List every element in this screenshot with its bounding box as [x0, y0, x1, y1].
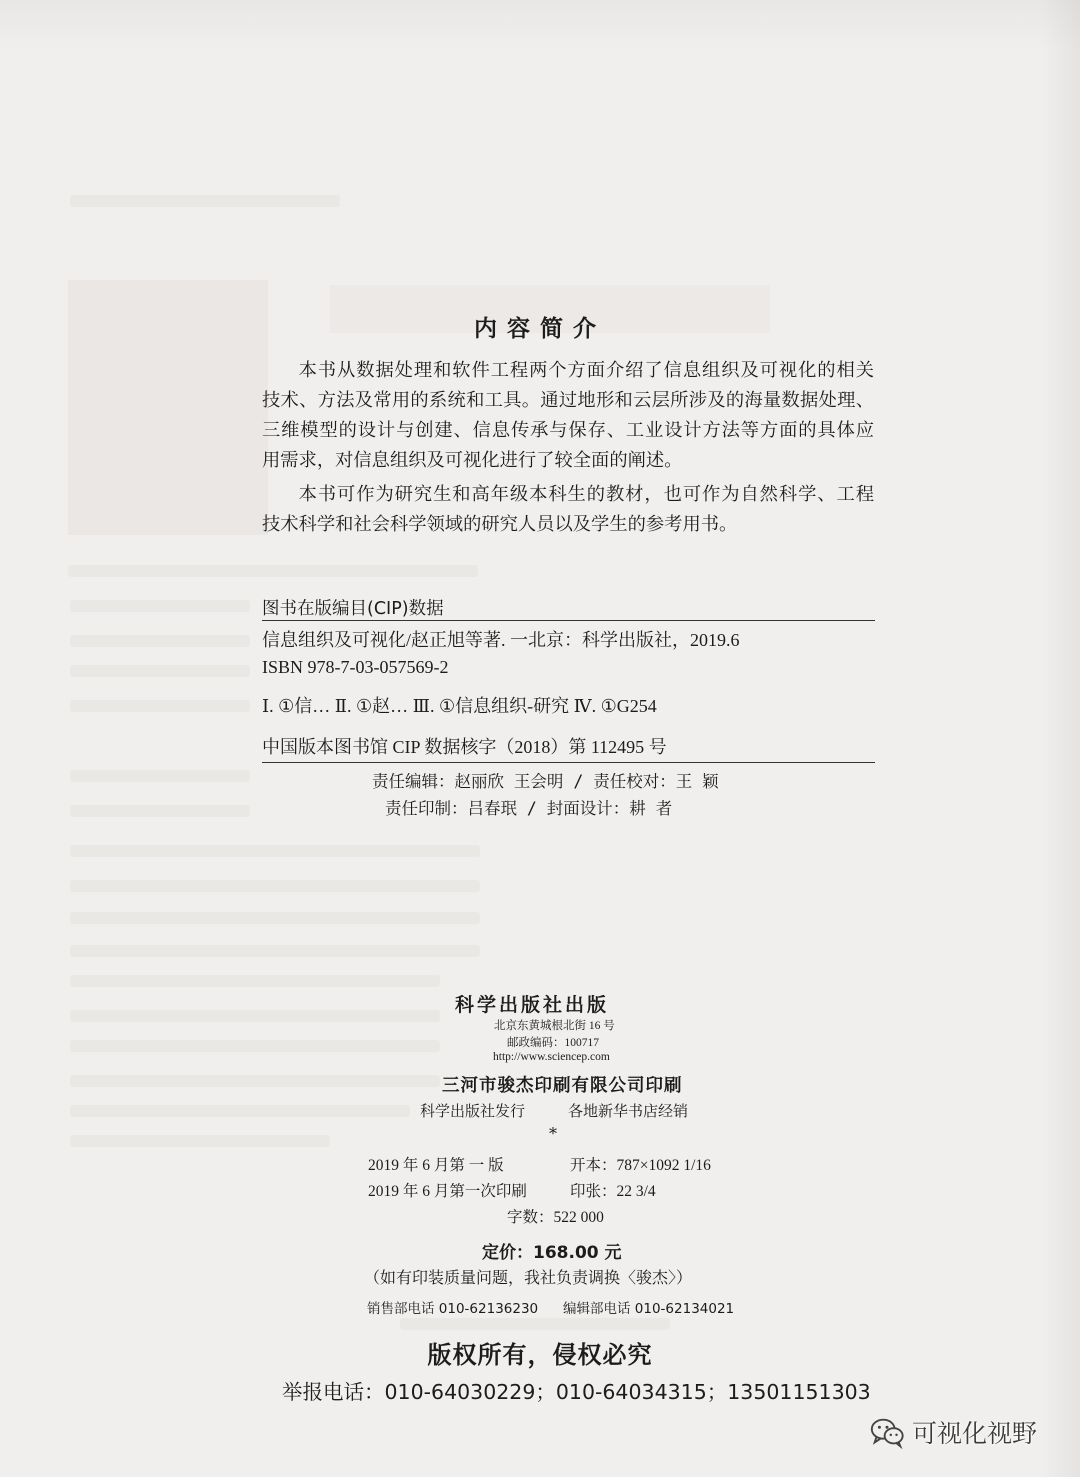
printing: 2019 年 6 月第一次印刷	[368, 1183, 527, 1200]
show-through-text	[70, 880, 480, 892]
cip-title-line: 信息组织及可视化/赵正旭等著. 一北京：科学出版社，2019.6	[262, 630, 740, 650]
scan-shading	[0, 0, 1080, 50]
cip-top-rule	[262, 620, 875, 621]
wechat-icon	[868, 1413, 906, 1451]
report-phones: 举报电话：010-64030229；010-64034315；13501151303	[282, 1380, 871, 1404]
editorial-phone: 编辑部电话 010-62134021	[563, 1301, 735, 1317]
intro-line: 技术科学和社会科学领域的研究人员以及学生的参考用书。	[262, 514, 738, 535]
show-through-text	[68, 565, 478, 577]
show-through-text	[70, 1040, 440, 1052]
sales-phone: 销售部电话 010-62136230	[367, 1301, 539, 1317]
intro-title: 内容简介	[474, 316, 606, 342]
publisher: 科学出版社出版	[455, 994, 610, 1016]
edition: 2019 年 6 月第 一 版	[368, 1157, 504, 1174]
wordcount: 字数：522 000	[507, 1209, 604, 1226]
publisher-address: 北京东黄城根北街 16 号	[494, 1020, 615, 1032]
cip-record-number: 中国版本图书馆 CIP 数据核字（2018）第 112495 号	[262, 737, 667, 757]
intro-line: 用需求，对信息组织及可视化进行了较全面的阐述。	[262, 450, 683, 471]
intro-line: 本书从数据处理和软件工程两个方面介绍了信息组织及可视化的相关	[298, 360, 874, 381]
show-through-text	[70, 805, 250, 817]
retailer: 各地新华书店经销	[568, 1102, 689, 1120]
intro-paragraph-1	[262, 356, 874, 476]
cip-isbn: ISBN 978-7-03-057569-2	[262, 657, 449, 677]
show-through-text	[70, 1075, 440, 1087]
sheets: 印张：22 3/4	[570, 1183, 656, 1200]
intro-line: 三维模型的设计与创建、信息传承与保存、工业设计方法等方面的具体应	[262, 420, 874, 441]
editors-line-1: 责任编辑：赵丽欣 王会明 / 责任校对：王 颖	[372, 772, 719, 791]
price: 定价：168.00 元	[482, 1243, 622, 1263]
show-through-text	[70, 770, 250, 782]
quality-note: （如有印装质量问题，我社负责调换〈骏杰〉）	[364, 1268, 693, 1287]
cip-heading: 图书在版编目(CIP)数据	[262, 599, 444, 619]
separator-star: *	[549, 1124, 557, 1143]
show-through-text	[70, 1010, 440, 1022]
show-through-text	[70, 600, 250, 612]
cip-classification: Ⅰ. ①信… Ⅱ. ①赵… Ⅲ. ①信息组织-研究 Ⅳ. ①G254	[262, 696, 657, 716]
show-through-text	[70, 700, 250, 712]
copyright-notice: 版权所有，侵权必究	[427, 1341, 653, 1369]
intro-paragraph-2	[262, 480, 874, 540]
show-through-text	[70, 912, 480, 924]
distributor: 科学出版社发行	[420, 1102, 526, 1120]
intro-line: 本书可作为研究生和高年级本科生的教材，也可作为自然科学、工程	[298, 484, 874, 505]
show-through-text	[70, 665, 250, 677]
format: 开本：787×1092 1/16	[570, 1157, 711, 1174]
editors-line-2: 责任印制：吕春珉 / 封面设计：耕 者	[385, 799, 673, 818]
show-through-text	[70, 1105, 410, 1117]
page-edge-shadow	[1040, 0, 1080, 1477]
watermark-text: 可视化视野	[912, 1419, 1038, 1448]
watermark	[868, 1412, 1037, 1452]
show-through-text	[400, 1318, 670, 1330]
show-through-text	[70, 1135, 330, 1147]
show-through-text	[70, 195, 340, 207]
intro-line: 技术、方法及常用的系统和工具。通过地形和云层所涉及的海量数据处理、	[262, 390, 874, 411]
show-through-text	[70, 635, 250, 647]
show-through-text	[70, 845, 480, 857]
show-through-text	[70, 975, 440, 987]
printer: 三河市骏杰印刷有限公司印刷	[442, 1076, 683, 1096]
publisher-postcode: 邮政编码：100717	[507, 1037, 599, 1049]
show-through-text	[70, 945, 480, 957]
cip-bottom-rule	[262, 762, 875, 763]
publisher-website: http://www.sciencep.com	[493, 1051, 610, 1063]
